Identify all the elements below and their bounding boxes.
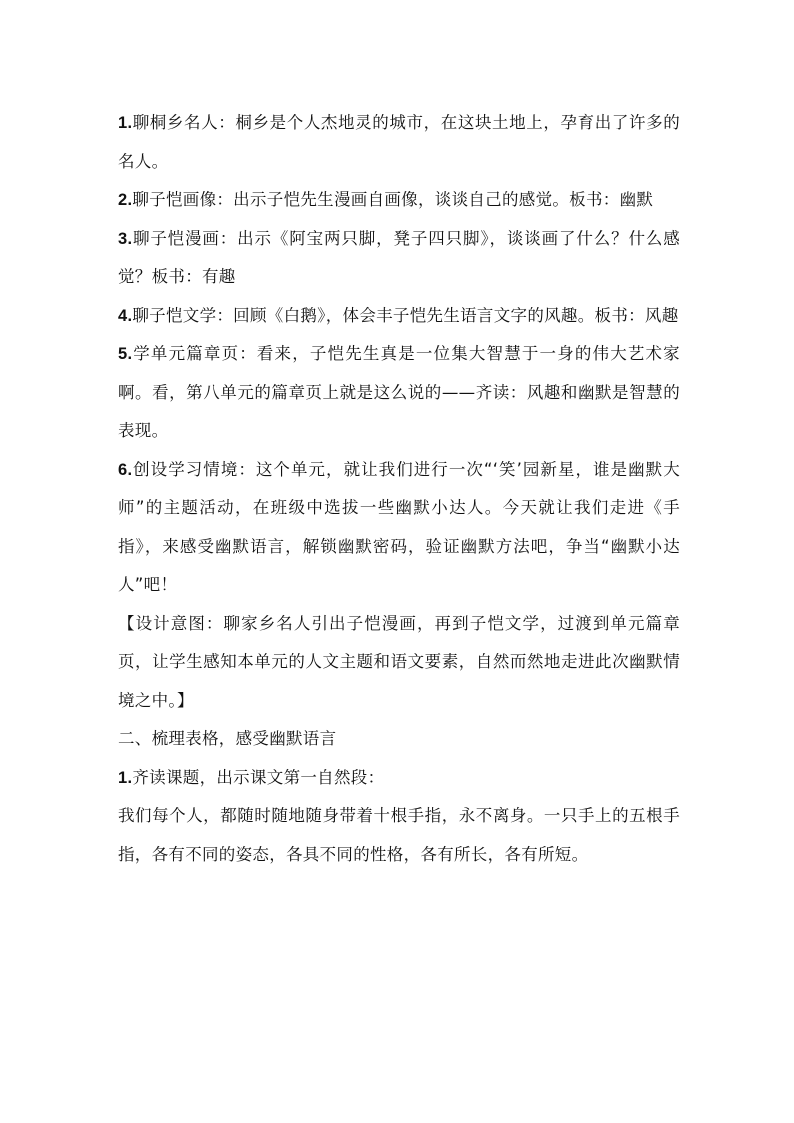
paragraph-text: 我们每个人，都随时随地随身带着十根手指，永不离身。一只手上的五根手指，各有不同的姿态，各具不同的性格，各有所长，各有所短。 [118, 806, 680, 864]
paragraph-2 [118, 181, 680, 220]
paragraph-text: 聊子恺文学：回顾《白鹅》，体会丰子恺先生语言文字的风趣。板书：风趣 [132, 305, 679, 325]
paragraph-text: 聊桐乡名人：桐乡是个人杰地灵的城市，在这块土地上，孕育出了许多的名人。 [118, 113, 680, 171]
paragraph-4 [118, 297, 680, 336]
paragraph-number: 4. [118, 306, 133, 325]
paragraph-6 [118, 451, 680, 605]
section-heading [118, 720, 680, 759]
paragraph-3 [118, 220, 680, 297]
paragraph-number: 5. [118, 345, 133, 363]
paragraph-number: 2. [118, 191, 133, 209]
design-intent-note [118, 605, 680, 721]
paragraph-step-1 [118, 759, 680, 798]
paragraph-number: 3. [118, 229, 133, 248]
document-page [118, 104, 680, 874]
paragraph-1 [118, 104, 680, 181]
paragraph-text: 齐读课题，出示课文第一自然段： [132, 767, 385, 787]
paragraph-text: 【设计意图：聊家乡名人引出子恺漫画，再到子恺文学，过渡到单元篇章页，让学生感知本单元的人文主题和语文要素，自然而然地走进此次幽默情境之中。】 [118, 613, 680, 710]
paragraph-text: 创设学习情境：这个单元，就让我们进行一次“‘笑’园新星，谁是幽默大师”的主题活动，在班级中选拔一些幽默小达人。今天就让我们走进《手指》，来感受幽默语言，解锁幽默密码，验证幽默方法吧，争当“幽默小达人”吧！ [118, 459, 680, 594]
paragraph-text: 聊子恺漫画：出示《阿宝两只脚，凳子四只脚》，谈谈画了什么？什么感觉？板书：有趣 [118, 228, 680, 286]
paragraph-text: 学单元篇章页：看来，子恺先生真是一位集大智慧于一身的伟大艺术家啊。看，第八单元的篇章页上就是这么说的——齐读：风趣和幽默是智慧的表现。 [118, 344, 680, 440]
paragraph-number: 1. [118, 114, 133, 132]
text-excerpt [118, 797, 680, 874]
paragraph-text: 二、梳理表格，感受幽默语言 [118, 729, 337, 748]
paragraph-5 [118, 335, 680, 451]
paragraph-number: 1. [118, 768, 133, 787]
paragraph-number: 6. [118, 460, 133, 479]
paragraph-text: 聊子恺画像：出示子恺先生漫画自画像，谈谈自己的感觉。板书：幽默 [132, 190, 654, 209]
